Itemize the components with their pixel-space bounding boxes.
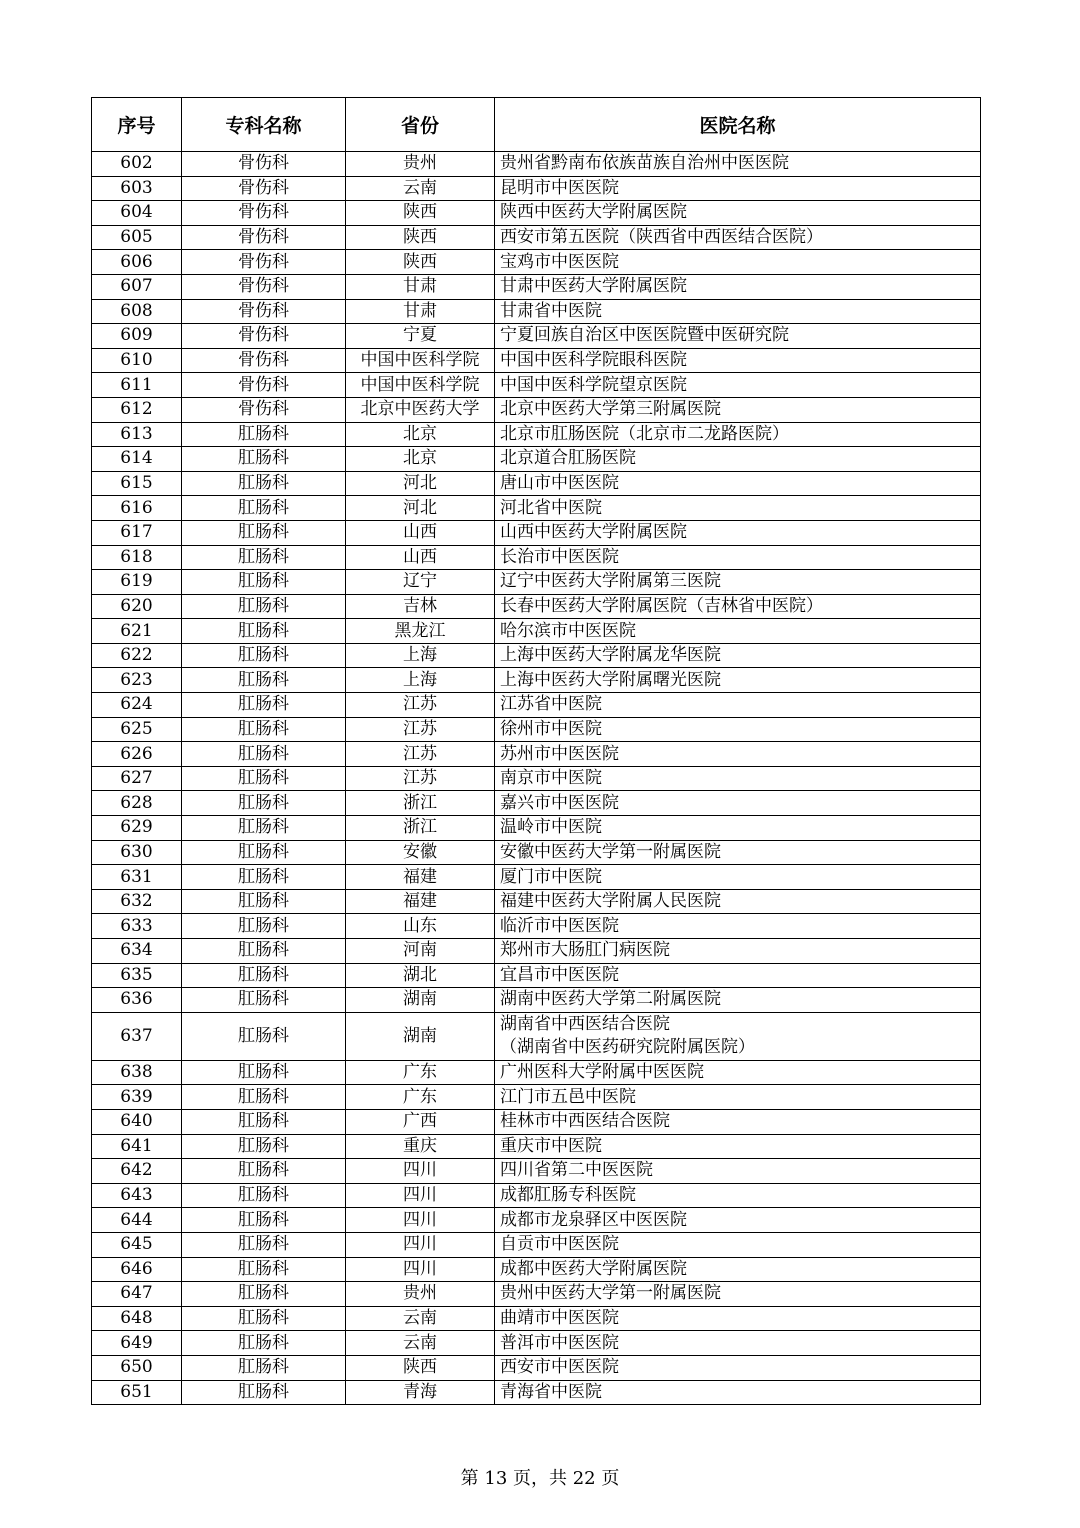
cell-specialty: 肛肠科 — [182, 619, 346, 644]
header-number: 序号 — [92, 98, 182, 152]
cell-hospital: 上海中医药大学附属龙华医院 — [495, 643, 981, 668]
cell-number: 642 — [92, 1159, 182, 1184]
cell-province: 黑龙江 — [346, 619, 495, 644]
cell-specialty: 骨伤科 — [182, 324, 346, 349]
table-row — [92, 889, 981, 914]
cell-number: 624 — [92, 693, 182, 718]
cell-province: 云南 — [346, 1331, 495, 1356]
table-row — [92, 570, 981, 595]
table-row — [92, 865, 981, 890]
cell-hospital: 西安市第五医院（陕西省中西医结合医院） — [495, 225, 981, 250]
cell-number: 615 — [92, 471, 182, 496]
table-row — [92, 225, 981, 250]
cell-province: 福建 — [346, 865, 495, 890]
cell-number: 614 — [92, 447, 182, 472]
cell-specialty: 肛肠科 — [182, 963, 346, 988]
table-row — [92, 1331, 981, 1356]
cell-hospital: 中国中医科学院望京医院 — [495, 373, 981, 398]
cell-number: 608 — [92, 299, 182, 324]
table-row — [92, 988, 981, 1013]
cell-province: 中国中医科学院 — [346, 348, 495, 373]
cell-hospital: 山西中医药大学附属医院 — [495, 520, 981, 545]
cell-number: 647 — [92, 1282, 182, 1307]
cell-hospital: 成都肛肠专科医院 — [495, 1183, 981, 1208]
cell-province: 湖南 — [346, 1012, 495, 1060]
cell-specialty: 肛肠科 — [182, 447, 346, 472]
cell-province: 四川 — [346, 1183, 495, 1208]
cell-specialty: 肛肠科 — [182, 1109, 346, 1134]
cell-province: 山西 — [346, 520, 495, 545]
hospital-table — [91, 97, 981, 1405]
table-row — [92, 176, 981, 201]
cell-province: 湖南 — [346, 988, 495, 1013]
cell-province: 云南 — [346, 176, 495, 201]
cell-hospital: 苏州市中医医院 — [495, 742, 981, 767]
table-row — [92, 274, 981, 299]
table-row — [92, 1282, 981, 1307]
cell-number: 609 — [92, 324, 182, 349]
cell-specialty: 肛肠科 — [182, 471, 346, 496]
cell-number: 603 — [92, 176, 182, 201]
cell-hospital: 重庆市中医院 — [495, 1134, 981, 1159]
cell-province: 上海 — [346, 643, 495, 668]
cell-hospital: 北京中医药大学第三附属医院 — [495, 397, 981, 422]
cell-hospital: 普洱市中医医院 — [495, 1331, 981, 1356]
cell-province: 陕西 — [346, 225, 495, 250]
table-row — [92, 840, 981, 865]
table-row — [92, 1257, 981, 1282]
cell-specialty: 肛肠科 — [182, 1331, 346, 1356]
cell-number: 643 — [92, 1183, 182, 1208]
cell-specialty: 肛肠科 — [182, 939, 346, 964]
cell-province: 甘肃 — [346, 274, 495, 299]
cell-hospital: 四川省第二中医医院 — [495, 1159, 981, 1184]
table-row — [92, 1109, 981, 1134]
cell-specialty: 肛肠科 — [182, 1085, 346, 1110]
table-row — [92, 152, 981, 177]
cell-hospital: 桂林市中西医结合医院 — [495, 1109, 981, 1134]
cell-specialty: 肛肠科 — [182, 570, 346, 595]
cell-number: 612 — [92, 397, 182, 422]
cell-hospital: 宁夏回族自治区中医医院暨中医研究院 — [495, 324, 981, 349]
table-row — [92, 397, 981, 422]
cell-hospital: 中国中医科学院眼科医院 — [495, 348, 981, 373]
cell-specialty: 肛肠科 — [182, 1355, 346, 1380]
cell-specialty: 肛肠科 — [182, 717, 346, 742]
table-row — [92, 373, 981, 398]
cell-province: 青海 — [346, 1380, 495, 1405]
table-row — [92, 816, 981, 841]
cell-number: 611 — [92, 373, 182, 398]
cell-hospital: 湖南中医药大学第二附属医院 — [495, 988, 981, 1013]
cell-province: 江苏 — [346, 766, 495, 791]
cell-specialty: 肛肠科 — [182, 988, 346, 1013]
cell-specialty: 骨伤科 — [182, 225, 346, 250]
cell-province: 山东 — [346, 914, 495, 939]
cell-number: 610 — [92, 348, 182, 373]
cell-hospital: 北京市肛肠医院（北京市二龙路医院） — [495, 422, 981, 447]
cell-hospital: 河北省中医院 — [495, 496, 981, 521]
cell-specialty: 肛肠科 — [182, 1159, 346, 1184]
cell-number: 619 — [92, 570, 182, 595]
cell-province: 江苏 — [346, 717, 495, 742]
cell-specialty: 骨伤科 — [182, 397, 346, 422]
cell-hospital: 宝鸡市中医医院 — [495, 250, 981, 275]
cell-number: 605 — [92, 225, 182, 250]
cell-number: 636 — [92, 988, 182, 1013]
cell-province: 四川 — [346, 1232, 495, 1257]
cell-province: 北京 — [346, 447, 495, 472]
cell-specialty: 肛肠科 — [182, 791, 346, 816]
table-row — [92, 422, 981, 447]
table-row — [92, 766, 981, 791]
header-hospital: 医院名称 — [495, 98, 981, 152]
cell-hospital: 江门市五邑中医院 — [495, 1085, 981, 1110]
cell-hospital: 徐州市中医院 — [495, 717, 981, 742]
table-row — [92, 791, 981, 816]
table-row — [92, 693, 981, 718]
cell-hospital: 成都市龙泉驿区中医医院 — [495, 1208, 981, 1233]
cell-specialty: 肛肠科 — [182, 1183, 346, 1208]
cell-hospital: 自贡市中医医院 — [495, 1232, 981, 1257]
cell-hospital: 贵州省黔南布依族苗族自治州中医医院 — [495, 152, 981, 177]
cell-specialty: 肛肠科 — [182, 889, 346, 914]
cell-number: 646 — [92, 1257, 182, 1282]
cell-number: 627 — [92, 766, 182, 791]
table-row — [92, 1380, 981, 1405]
cell-number: 645 — [92, 1232, 182, 1257]
table-row — [92, 1306, 981, 1331]
cell-hospital: 青海省中医院 — [495, 1380, 981, 1405]
cell-province: 四川 — [346, 1208, 495, 1233]
cell-specialty: 肛肠科 — [182, 1012, 346, 1060]
cell-hospital: 昆明市中医医院 — [495, 176, 981, 201]
cell-specialty: 骨伤科 — [182, 201, 346, 226]
cell-province: 吉林 — [346, 594, 495, 619]
table-header-row — [92, 98, 981, 152]
cell-hospital: 成都中医药大学附属医院 — [495, 1257, 981, 1282]
cell-specialty: 肛肠科 — [182, 766, 346, 791]
page-number: 第 13 页，共 22 页 — [460, 1468, 620, 1489]
table-row — [92, 348, 981, 373]
cell-number: 640 — [92, 1109, 182, 1134]
table-row — [92, 496, 981, 521]
cell-hospital: 贵州中医药大学第一附属医院 — [495, 1282, 981, 1307]
cell-specialty: 肛肠科 — [182, 1380, 346, 1405]
cell-hospital: 陕西中医药大学附属医院 — [495, 201, 981, 226]
cell-specialty: 肛肠科 — [182, 496, 346, 521]
table-row — [92, 1085, 981, 1110]
cell-province: 四川 — [346, 1257, 495, 1282]
cell-province: 贵州 — [346, 1282, 495, 1307]
cell-hospital: 广州医科大学附属中医医院 — [495, 1060, 981, 1085]
cell-number: 639 — [92, 1085, 182, 1110]
cell-number: 637 — [92, 1012, 182, 1060]
table-row — [92, 201, 981, 226]
cell-hospital-line2: （湖南省中医药研究院附属医院） — [500, 1037, 755, 1058]
table-row — [92, 914, 981, 939]
cell-province: 广东 — [346, 1060, 495, 1085]
cell-province: 辽宁 — [346, 570, 495, 595]
cell-specialty: 肛肠科 — [182, 742, 346, 767]
table-row — [92, 939, 981, 964]
cell-number: 606 — [92, 250, 182, 275]
cell-number: 607 — [92, 274, 182, 299]
cell-number: 618 — [92, 545, 182, 570]
cell-province: 陕西 — [346, 250, 495, 275]
cell-specialty: 肛肠科 — [182, 520, 346, 545]
cell-specialty: 肛肠科 — [182, 1282, 346, 1307]
table-row — [92, 1183, 981, 1208]
cell-province: 北京中医药大学 — [346, 397, 495, 422]
cell-specialty: 骨伤科 — [182, 152, 346, 177]
cell-hospital: 嘉兴市中医医院 — [495, 791, 981, 816]
cell-specialty: 肛肠科 — [182, 545, 346, 570]
header-province: 省份 — [346, 98, 495, 152]
cell-hospital: 福建中医药大学附属人民医院 — [495, 889, 981, 914]
cell-specialty: 肛肠科 — [182, 840, 346, 865]
cell-province: 浙江 — [346, 816, 495, 841]
table-row — [92, 1012, 981, 1060]
cell-number: 641 — [92, 1134, 182, 1159]
cell-number: 630 — [92, 840, 182, 865]
cell-province: 陕西 — [346, 1355, 495, 1380]
cell-hospital: 厦门市中医院 — [495, 865, 981, 890]
header-specialty: 专科名称 — [182, 98, 346, 152]
cell-province: 广东 — [346, 1085, 495, 1110]
cell-province: 福建 — [346, 889, 495, 914]
cell-hospital — [495, 1012, 981, 1060]
cell-province: 北京 — [346, 422, 495, 447]
cell-number: 633 — [92, 914, 182, 939]
cell-specialty: 肛肠科 — [182, 693, 346, 718]
cell-specialty: 肛肠科 — [182, 914, 346, 939]
cell-number: 650 — [92, 1355, 182, 1380]
cell-province: 河南 — [346, 939, 495, 964]
cell-specialty: 肛肠科 — [182, 816, 346, 841]
cell-hospital: 辽宁中医药大学附属第三医院 — [495, 570, 981, 595]
cell-province: 四川 — [346, 1159, 495, 1184]
cell-hospital: 西安市中医医院 — [495, 1355, 981, 1380]
cell-specialty: 肛肠科 — [182, 668, 346, 693]
cell-hospital: 甘肃中医药大学附属医院 — [495, 274, 981, 299]
cell-hospital: 安徽中医药大学第一附属医院 — [495, 840, 981, 865]
cell-province: 重庆 — [346, 1134, 495, 1159]
cell-number: 644 — [92, 1208, 182, 1233]
cell-specialty: 肛肠科 — [182, 865, 346, 890]
cell-province: 江苏 — [346, 742, 495, 767]
cell-hospital: 江苏省中医院 — [495, 693, 981, 718]
table-body — [92, 152, 981, 1405]
table-row — [92, 1134, 981, 1159]
cell-specialty: 肛肠科 — [182, 1257, 346, 1282]
cell-province: 上海 — [346, 668, 495, 693]
cell-specialty: 骨伤科 — [182, 250, 346, 275]
cell-number: 616 — [92, 496, 182, 521]
cell-province: 中国中医科学院 — [346, 373, 495, 398]
cell-province: 山西 — [346, 545, 495, 570]
cell-hospital: 宜昌市中医医院 — [495, 963, 981, 988]
cell-number: 628 — [92, 791, 182, 816]
table-row — [92, 545, 981, 570]
table-row — [92, 299, 981, 324]
cell-hospital: 北京道合肛肠医院 — [495, 447, 981, 472]
cell-specialty: 骨伤科 — [182, 373, 346, 398]
table-row — [92, 1208, 981, 1233]
cell-number: 613 — [92, 422, 182, 447]
table-row — [92, 1232, 981, 1257]
cell-province: 贵州 — [346, 152, 495, 177]
cell-specialty: 肛肠科 — [182, 643, 346, 668]
cell-specialty: 骨伤科 — [182, 299, 346, 324]
table-row — [92, 250, 981, 275]
cell-province: 广西 — [346, 1109, 495, 1134]
cell-specialty: 肛肠科 — [182, 422, 346, 447]
cell-number: 622 — [92, 643, 182, 668]
cell-province: 浙江 — [346, 791, 495, 816]
cell-number: 602 — [92, 152, 182, 177]
table-row — [92, 717, 981, 742]
cell-number: 617 — [92, 520, 182, 545]
cell-number: 623 — [92, 668, 182, 693]
cell-hospital: 甘肃省中医院 — [495, 299, 981, 324]
cell-specialty: 骨伤科 — [182, 274, 346, 299]
cell-province: 安徽 — [346, 840, 495, 865]
cell-hospital: 长治市中医医院 — [495, 545, 981, 570]
cell-number: 634 — [92, 939, 182, 964]
cell-hospital: 临沂市中医医院 — [495, 914, 981, 939]
table-row — [92, 963, 981, 988]
cell-number: 632 — [92, 889, 182, 914]
cell-province: 河北 — [346, 496, 495, 521]
cell-province: 甘肃 — [346, 299, 495, 324]
cell-province: 湖北 — [346, 963, 495, 988]
cell-province: 宁夏 — [346, 324, 495, 349]
table-row — [92, 1355, 981, 1380]
cell-number: 638 — [92, 1060, 182, 1085]
table-row — [92, 324, 981, 349]
cell-specialty: 肛肠科 — [182, 594, 346, 619]
cell-number: 651 — [92, 1380, 182, 1405]
cell-specialty: 肛肠科 — [182, 1134, 346, 1159]
cell-specialty: 肛肠科 — [182, 1208, 346, 1233]
table-row — [92, 594, 981, 619]
table-row — [92, 668, 981, 693]
table-row — [92, 447, 981, 472]
cell-province: 河北 — [346, 471, 495, 496]
cell-province: 云南 — [346, 1306, 495, 1331]
table-row — [92, 619, 981, 644]
cell-specialty: 肛肠科 — [182, 1232, 346, 1257]
table-row — [92, 471, 981, 496]
cell-hospital-line1: 湖南省中西医结合医院 — [500, 1014, 670, 1035]
cell-province: 陕西 — [346, 201, 495, 226]
cell-hospital: 长春中医药大学附属医院（吉林省中医院） — [495, 594, 981, 619]
cell-number: 626 — [92, 742, 182, 767]
cell-number: 604 — [92, 201, 182, 226]
cell-province: 江苏 — [346, 693, 495, 718]
cell-specialty: 骨伤科 — [182, 348, 346, 373]
cell-number: 625 — [92, 717, 182, 742]
cell-number: 649 — [92, 1331, 182, 1356]
table-row — [92, 1159, 981, 1184]
cell-hospital: 曲靖市中医医院 — [495, 1306, 981, 1331]
cell-specialty: 肛肠科 — [182, 1060, 346, 1085]
cell-hospital: 上海中医药大学附属曙光医院 — [495, 668, 981, 693]
cell-hospital: 哈尔滨市中医医院 — [495, 619, 981, 644]
cell-hospital: 郑州市大肠肛门病医院 — [495, 939, 981, 964]
cell-number: 629 — [92, 816, 182, 841]
cell-hospital: 温岭市中医院 — [495, 816, 981, 841]
cell-number: 621 — [92, 619, 182, 644]
table-row — [92, 520, 981, 545]
table-row — [92, 1060, 981, 1085]
cell-specialty: 骨伤科 — [182, 176, 346, 201]
cell-hospital: 南京市中医院 — [495, 766, 981, 791]
table-row — [92, 742, 981, 767]
cell-number: 631 — [92, 865, 182, 890]
cell-number: 635 — [92, 963, 182, 988]
cell-number: 620 — [92, 594, 182, 619]
cell-specialty: 肛肠科 — [182, 1306, 346, 1331]
cell-number: 648 — [92, 1306, 182, 1331]
table-row — [92, 643, 981, 668]
cell-hospital: 唐山市中医医院 — [495, 471, 981, 496]
